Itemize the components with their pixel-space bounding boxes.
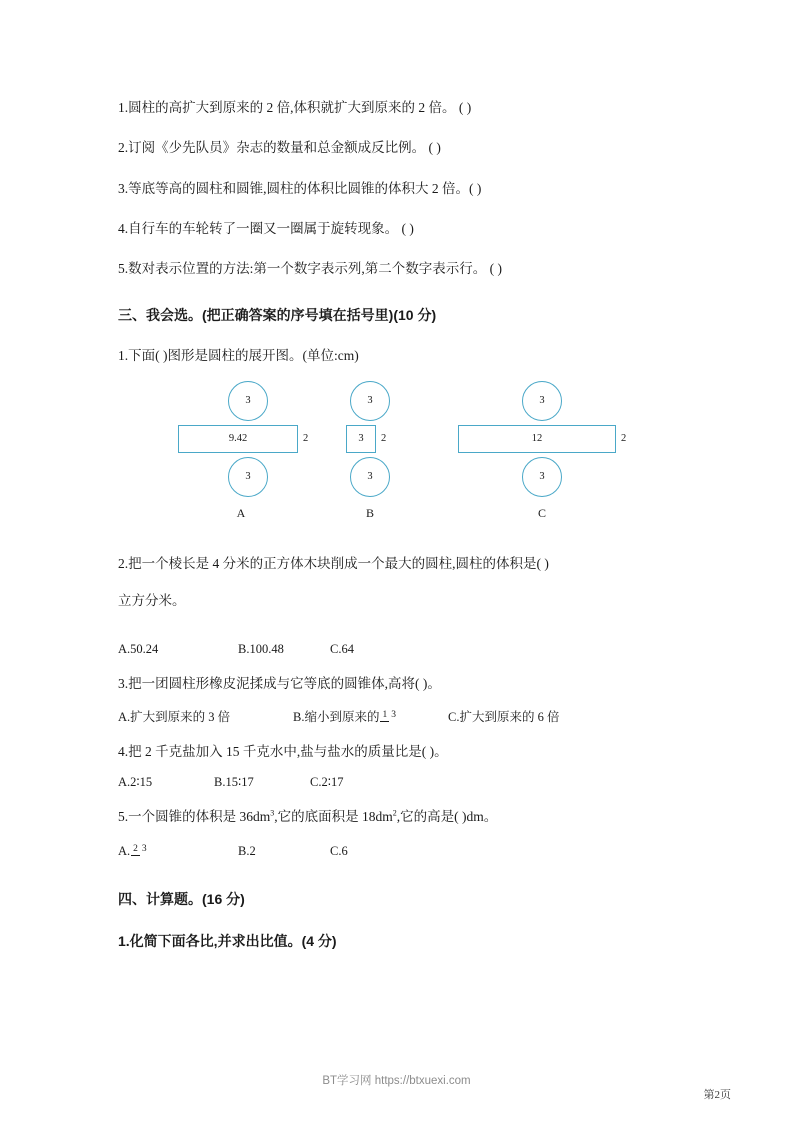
- q5-mid: ,它的底面积是 18dm: [274, 809, 393, 825]
- fraction-numerator: 1: [382, 710, 388, 721]
- figure-c-top-circle: 3: [522, 381, 562, 421]
- option-a: [118, 844, 238, 859]
- figure-a-side-label: 2: [303, 433, 309, 445]
- q5-exponent-squared: 2: [392, 808, 397, 818]
- option-a: A.扩大到原来的 3 倍: [118, 709, 231, 724]
- option-b: B.100.48: [238, 642, 284, 657]
- section3-q4-text: 4.把 2 千克盐加入 15 千克水中,盐与盐水的质量比是( )。: [118, 743, 448, 759]
- fraction-denominator: 3: [391, 710, 396, 721]
- section3-q3-text: 3.把一团圆柱形橡皮泥揉成与它等底的圆锥体,高将( )。: [118, 676, 441, 692]
- section-four-heading: 四、计算题。(16 分): [118, 890, 245, 907]
- section-three-heading: 三、我会选。(把正确答案的序号填在括号里)(10 分): [118, 307, 437, 324]
- q5-pre: 5.一个圆锥的体积是 36dm: [118, 809, 271, 825]
- fraction-two-thirds: [131, 845, 149, 856]
- figure-a-top-circle: 3: [228, 381, 268, 421]
- truefalse-list: [118, 98, 678, 279]
- option-b: B.15∶17: [214, 775, 254, 790]
- fraction-one-third: [380, 711, 398, 722]
- figure-c-side-label: 2: [621, 433, 627, 445]
- truefalse-item: 5.数对表示位置的方法:第一个数字表示列,第二个数字表示行。 ( ): [118, 261, 502, 276]
- q5-post: ,它的高是( )dm。: [396, 809, 498, 825]
- option-c: C.扩大到原来的 6 倍: [448, 709, 560, 724]
- section3-q2-line1: 2.把一个棱长是 4 分米的正方体木块削成一个最大的圆柱,圆柱的体积是( ): [118, 555, 549, 571]
- section3-q1-text: 1.下面( )图形是圆柱的展开图。(单位:cm): [118, 348, 359, 364]
- figure-a: [178, 381, 318, 521]
- figure-b-bottom-circle: 3: [350, 457, 390, 497]
- truefalse-item: 3.等底等高的圆柱和圆锥,圆柱的体积比圆锥的体积大 2 倍。( ): [118, 180, 482, 196]
- figure-a-bottom-circle: 3: [228, 457, 268, 497]
- option-b-text: B.缩小到原来的: [293, 709, 380, 724]
- figure-c: [458, 381, 626, 521]
- option-c: C.64: [330, 642, 354, 657]
- figure-b: [346, 381, 394, 521]
- section3-q4-options: [118, 774, 678, 790]
- option-a: A.2∶15: [118, 775, 153, 790]
- figure-b-side-label: 2: [381, 433, 387, 445]
- footer-watermark: BT学习网 https://btxuexi.com: [322, 1075, 471, 1087]
- section3-q2-options: [118, 642, 678, 657]
- figure-c-rect: 12: [458, 425, 616, 453]
- truefalse-item: 1.圆柱的高扩大到原来的 2 倍,体积就扩大到原来的 2 倍。 ( ): [118, 100, 472, 115]
- figure-c-bottom-circle: 3: [522, 457, 562, 497]
- figure-b-rect: 3: [346, 425, 376, 453]
- figure-a-label: A: [236, 505, 246, 520]
- section3-q5-text: [118, 806, 678, 828]
- option-c: C.6: [330, 843, 348, 858]
- figure-b-top-circle: 3: [350, 381, 390, 421]
- figure-c-label: C: [537, 505, 546, 520]
- cylinder-net-figures: [118, 381, 678, 531]
- option-b: B.2: [238, 843, 256, 858]
- page-content: [118, 98, 678, 971]
- fraction-numerator: 2: [133, 844, 138, 855]
- option-a: A.50.24: [118, 642, 159, 657]
- truefalse-item: 2.订阅《少先队员》杂志的数量和总金额成反比例。 ( ): [118, 140, 441, 156]
- q5-exponent-cubed: 3: [270, 808, 275, 818]
- truefalse-item: 4.自行车的车轮转了一圈又一圈属于旋转现象。 ( ): [118, 220, 414, 236]
- option-a-prefix: A.: [118, 843, 131, 858]
- section3-q3-options: [118, 707, 678, 725]
- option-c: C.2∶17: [310, 775, 344, 790]
- section3-q5-options: [118, 844, 678, 859]
- fraction-denominator: 3: [141, 844, 147, 855]
- figure-a-rect: 9.42: [178, 425, 298, 453]
- section4-q1-text: 1.化简下面各比,并求出比值。(4 分): [118, 932, 337, 949]
- page-number: 第2页: [703, 1089, 731, 1101]
- section3-q2-line2: 立方分米。: [118, 593, 186, 609]
- option-b: [293, 707, 448, 725]
- figure-b-label: B: [365, 505, 374, 520]
